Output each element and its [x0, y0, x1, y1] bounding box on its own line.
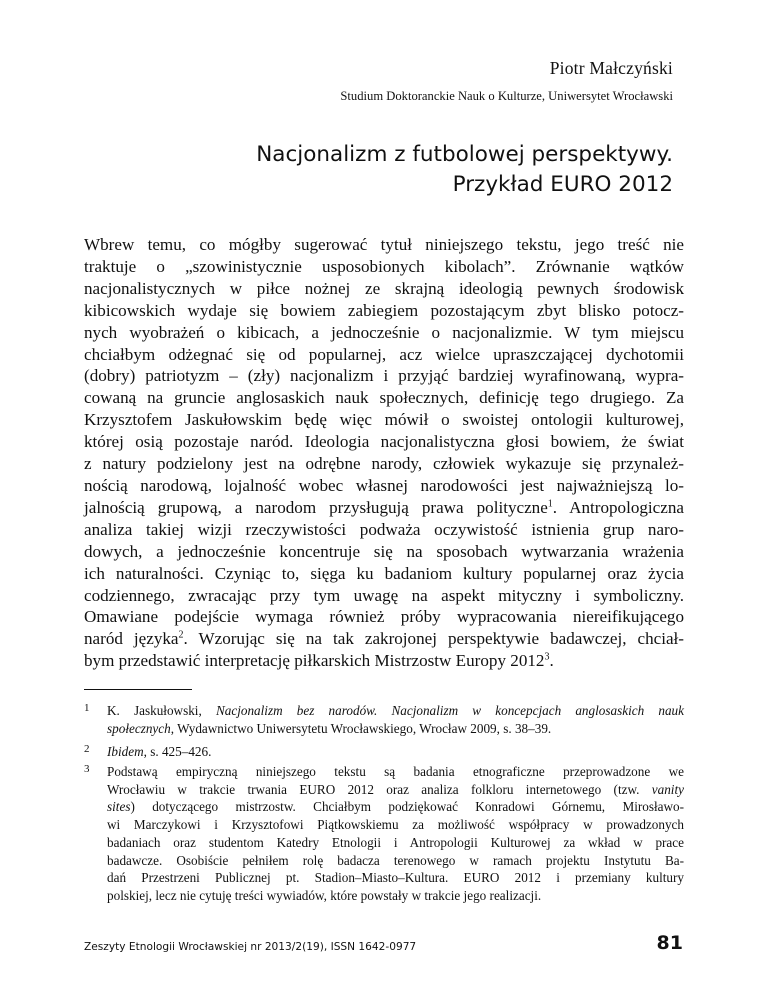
body-text: . Antropologiczna [552, 497, 684, 517]
body-line [84, 497, 684, 519]
footnote-number: 3 [84, 763, 90, 775]
body-line: której osią pozostaje naród. Ideologia nacjonalistyczna głosi bowiem, że świat [84, 432, 684, 452]
footnote-line: Podstawą empiryczną niniejszego tekstu są badania etnograficzne przeprowadzone we [107, 764, 684, 779]
footnote-separator [84, 689, 192, 690]
body-line: cowaną na gruncie anglosaskich nauk społecznych, definicję tego drugiego. Za [84, 388, 684, 408]
body-line: ich naturalności. Czyniąc to, sięga ku badaniom kultury popularnej oraz życia [84, 563, 684, 583]
body-line: chciałbym odżegnać się od popularnej, acz wielce upraszczającej dychotomii [84, 344, 684, 364]
body-text: . [549, 651, 554, 671]
footnote-line [107, 720, 684, 738]
body-line: traktuje o „szowinistycznie usposobionych kibolach”. Zrównanie wątków [84, 256, 684, 276]
author-name: Piotr Małczyński [549, 58, 673, 78]
body-line: z natury podzielony jest na odrębne narody, człowiek wykazuje się przynależ- [84, 454, 684, 474]
body-line: codziennego, zwracając przy tym uwagę na aspekt mityczny i symboliczny. [84, 585, 684, 605]
body-paragraph [84, 234, 684, 672]
footnote-line [107, 702, 684, 720]
footnote-line: wi Marczykowi i Krzysztofowi Piątkowskiemu za możliwość współpracy w prowadzonych [107, 817, 684, 833]
footnote-text [107, 702, 684, 737]
footnote-text-part: ) dotyczącego mistrzostw. Chciałbym podziękować Konradowi Górnemu, Mirosławo- [130, 799, 684, 815]
article-title-line-1: Nacjonalizm z futbolowej perspektywy. [256, 142, 673, 167]
footnote-italic: sites [107, 799, 131, 815]
body-line: Krzysztofem Jaskułowskim będę więc mówił o swoistej ontologii kulturowej, [84, 410, 684, 430]
footnote-line [107, 781, 684, 799]
footnote-ibidem: Ibidem [107, 744, 144, 759]
footnote-author: K. Jaskułowski, [107, 703, 216, 718]
body-line: dowych, a jednocześnie koncentruje się na sposobach wytwarzania wrażenia [84, 541, 684, 561]
footnote-italic: vanity [651, 781, 684, 797]
footnote-book-title: społecznych [107, 720, 171, 736]
body-line: nacjonalistycznych w piłce nożnej ze skrajną ideologią pewnych środowisk [84, 278, 684, 298]
body-text: naród języka [84, 629, 179, 649]
body-line: (dobry) patriotyzm – (zły) nacjonalizm i przyjąć bardziej wyrafinowaną, wypra- [84, 366, 684, 386]
footnote-text-part: Wrocławiu w trakcie trwania EURO 2012 oraz analiza folkloru internetowego (tzw. [107, 781, 652, 797]
body-text: . Wzorując się na tak zakrojonej perspektywie badawczej, chciał- [183, 629, 684, 649]
footnote-line: polskiej, lecz nie cytuję treści wywiadów, które powstały w trakcie jego realizacji. [107, 887, 542, 903]
footnote-book-title: Nacjonalizm bez narodów. Nacjonalizm w koncepcjach anglosaskich nauk [215, 703, 685, 718]
body-line: nością narodową, lojalność wobec własnej narodowości jest najważniejszą lo- [84, 475, 684, 495]
footnote-line: badawcze. Osobiście pełniłem rolę badacza terenowego w ramach projektu Instytutu Ba- [107, 852, 684, 868]
footnote-text [107, 763, 684, 905]
article-title [256, 140, 673, 200]
body-line: Omawiane podejście wymaga również próby wypracowania niereifikującego [84, 607, 684, 627]
journal-citation: Zeszyty Etnologii Wrocławskiej nr 2013/2(19), ISSN 1642-0977 [84, 941, 417, 953]
body-line [84, 628, 684, 650]
footnote-line [107, 798, 684, 816]
body-line: kibicowskich wydaje się bowiem zabiegiem pozostającym zbyt blisko potocz- [84, 300, 684, 320]
footnote-publisher: , Wydawnictwo Uniwersytetu Wrocławskiego, Wrocław 2009, s. 38–39. [170, 720, 552, 736]
footnote-ref-3[interactable]: 3 [544, 651, 550, 663]
author-affiliation: Studium Doktoranckie Nauk o Kulturze, Uniwersytet Wrocławski [340, 89, 673, 103]
page-number: 81 [656, 932, 683, 954]
footnote-number: 1 [84, 702, 90, 714]
article-title-line-2: Przykład EURO 2012 [452, 172, 673, 197]
body-line: Wbrew temu, co mógłby sugerować tytuł niniejszego tekstu, jego treść nie [84, 235, 684, 254]
footnote-ref-1[interactable]: 1 [547, 498, 553, 510]
body-line: nych wyobrażeń o kibicach, a jednocześnie o nacjonalizmie. W tym miejscu [84, 322, 684, 342]
footnote-line [107, 743, 684, 761]
footnote-number: 2 [84, 743, 90, 755]
footnote-pages: , s. 425–426. [143, 744, 212, 759]
body-text: jalnością grupową, a narodom przysługują prawa polityczne [84, 497, 548, 517]
body-line: analiza takiej wizji rzeczywistości podważa oczywistość istnienia grup naro- [84, 519, 684, 539]
footnote-text [107, 743, 684, 761]
footnote-line: badaniach oraz studentom Katedry Etnologii i Antropologii Kulturowej za wkład w prace [107, 834, 684, 850]
body-line [84, 650, 684, 672]
body-text: bym przedstawić interpretację piłkarskich Mistrzostw Europy 2012 [84, 651, 545, 671]
footnote-ref-2[interactable]: 2 [178, 629, 184, 641]
footnote-line: dań Przestrzeni Publicznej pt. Stadion–Miasto–Kultura. EURO 2012 i przemiany kultury [107, 870, 684, 886]
